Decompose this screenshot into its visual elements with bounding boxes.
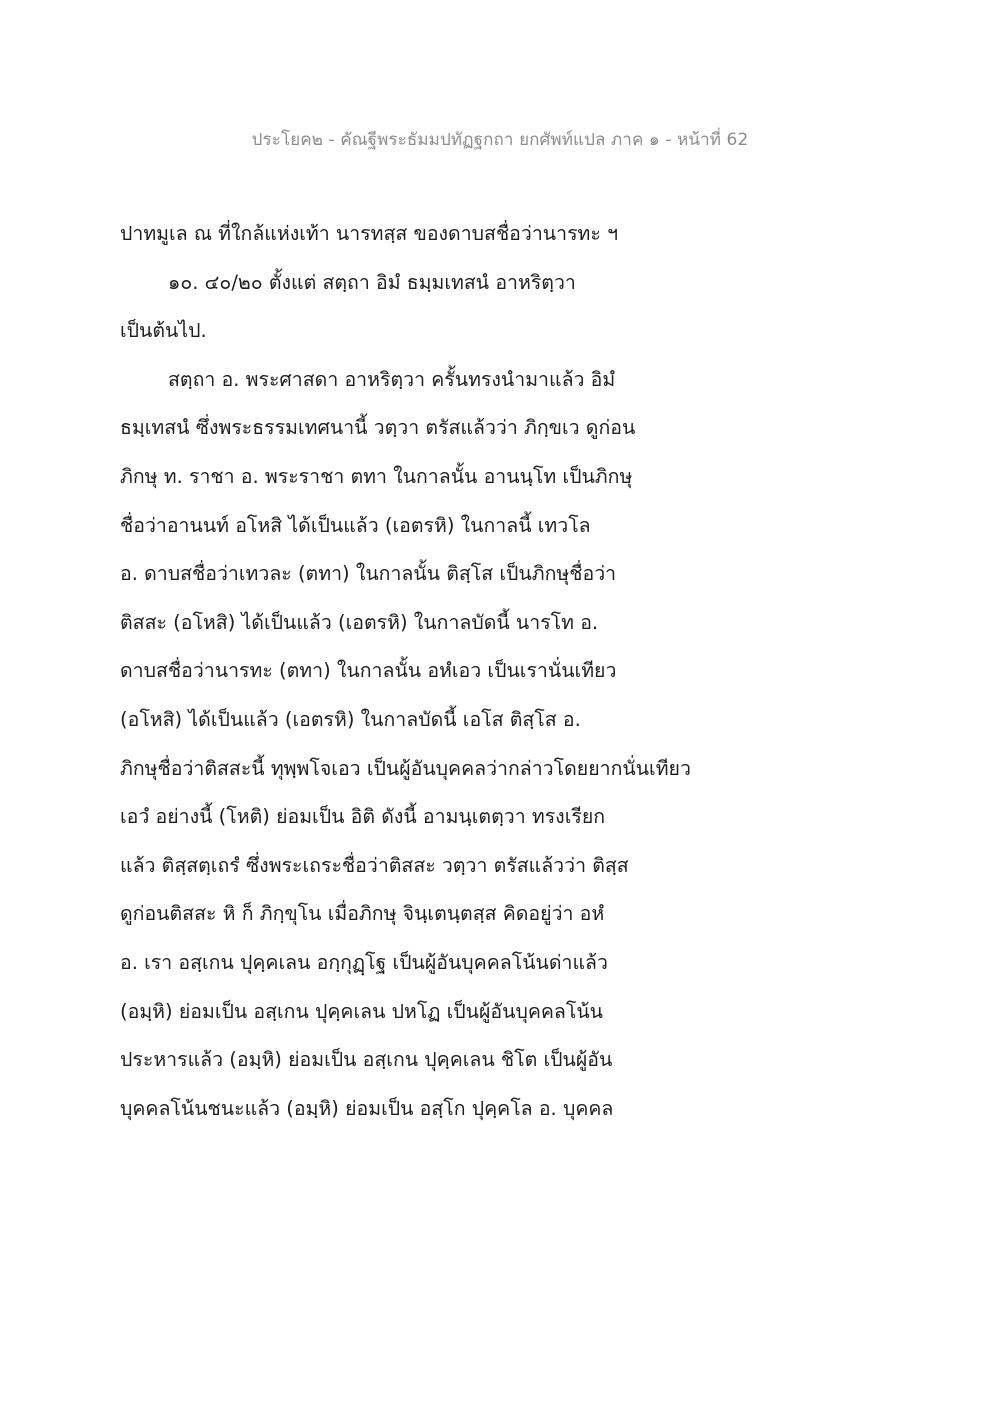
- text-line: ภิกษุชื่อว่าติสสะนี้ ทุพฺพโจเอว เป็นผู้อันบุคคลว่ากล่าวโดยยากนั่นเทียว: [120, 756, 691, 780]
- text-line: เป็นต้นไป.: [120, 319, 207, 343]
- text-line: แล้ว ติสฺสตฺเถรํ ซึ่งพระเถระชื่อว่าติสสะ วตฺวา ตรัสแล้วว่า ติสฺส: [120, 853, 629, 877]
- text-line: ประหารแล้ว (อมฺหิ) ย่อมเป็น อสฺเกน ปุคฺคเลน ชิโต เป็นผู้อัน: [120, 1048, 613, 1072]
- text-line: บุคคลโน้นชนะแล้ว (อมฺหิ) ย่อมเป็น อสฺโก ปุคฺคโล อ. บุคคล: [120, 1096, 614, 1120]
- text-line: (อโหสิ) ได้เป็นแล้ว (เอตรหิ) ในกาลบัดนี้ เอโส ติสฺโส อ.: [120, 707, 581, 731]
- page-header: ประโยค๒ - คัณฐีพระธัมมปทัฏฐกถา ยกศัพท์แปล ภาค ๑ - หน้าที่ 62: [251, 130, 749, 150]
- text-line: ภิกษุ ท. ราชา อ. พระราชา ตทา ในกาลนั้น อานนฺโท เป็นภิกษุ: [120, 464, 633, 488]
- text-line: ดาบสชื่อว่านารทะ (ตทา) ในกาลนั้น อหํเอว เป็นเรานั่นเทียว: [120, 659, 617, 683]
- text-line: ๑๐. ๔๐/๒๐ ตั้งแต่ สตฺถา อิมํ ธมฺมเทสนํ อาหริตฺวา: [168, 270, 576, 294]
- text-line: ปาทมูเล ณ ที่ใกล้แห่งเท้า นารทสฺส ของดาบสชื่อว่านารทะ ฯ: [120, 222, 619, 245]
- text-line: (อมฺหิ) ย่อมเป็น อสฺเกน ปุคฺคเลน ปหโฏ เป็นผู้อันบุคคลโน้น: [120, 999, 604, 1023]
- text-line: อ. ดาบสชื่อว่าเทวละ (ตทา) ในกาลนั้น ติสฺโส เป็นภิกษุชื่อว่า: [120, 562, 617, 586]
- text-line: ชื่อว่าอานนท์ อโหสิ ได้เป็นแล้ว (เอตรหิ) ในกาลนี้ เทวโล: [120, 513, 591, 537]
- body-text: [120, 210, 920, 1133]
- text-line: ดูก่อนติสสะ หิ ก็ ภิกฺขุโน เมื่อภิกษุ จินฺเตนฺตสฺส คิดอยู่ว่า อหํ: [120, 902, 605, 926]
- text-line: อ. เรา อสฺเกน ปุคฺคเลน อกฺกุฏฺโฐ เป็นผู้อันบุคคลโน้นด่าแล้ว: [120, 950, 608, 974]
- text-line: เอวํ อย่างนี้ (โหติ) ย่อมเป็น อิติ ดังนี้ อามนฺเตตฺวา ทรงเรียก: [120, 805, 606, 829]
- text-line: ติสสะ (อโหสิ) ได้เป็นแล้ว (เอตรหิ) ในกาลบัดนี้ นารโท อ.: [120, 610, 599, 634]
- text-line: ธมฺเทสนํ ซึ่งพระธรรมเทศนานี้ วตฺวา ตรัสแล้วว่า ภิกฺขเว ดูก่อน: [120, 416, 636, 440]
- text-line: สตฺถา อ. พระศาสดา อาหริตฺวา ครั้นทรงนำมาแล้ว อิมํ: [168, 367, 616, 391]
